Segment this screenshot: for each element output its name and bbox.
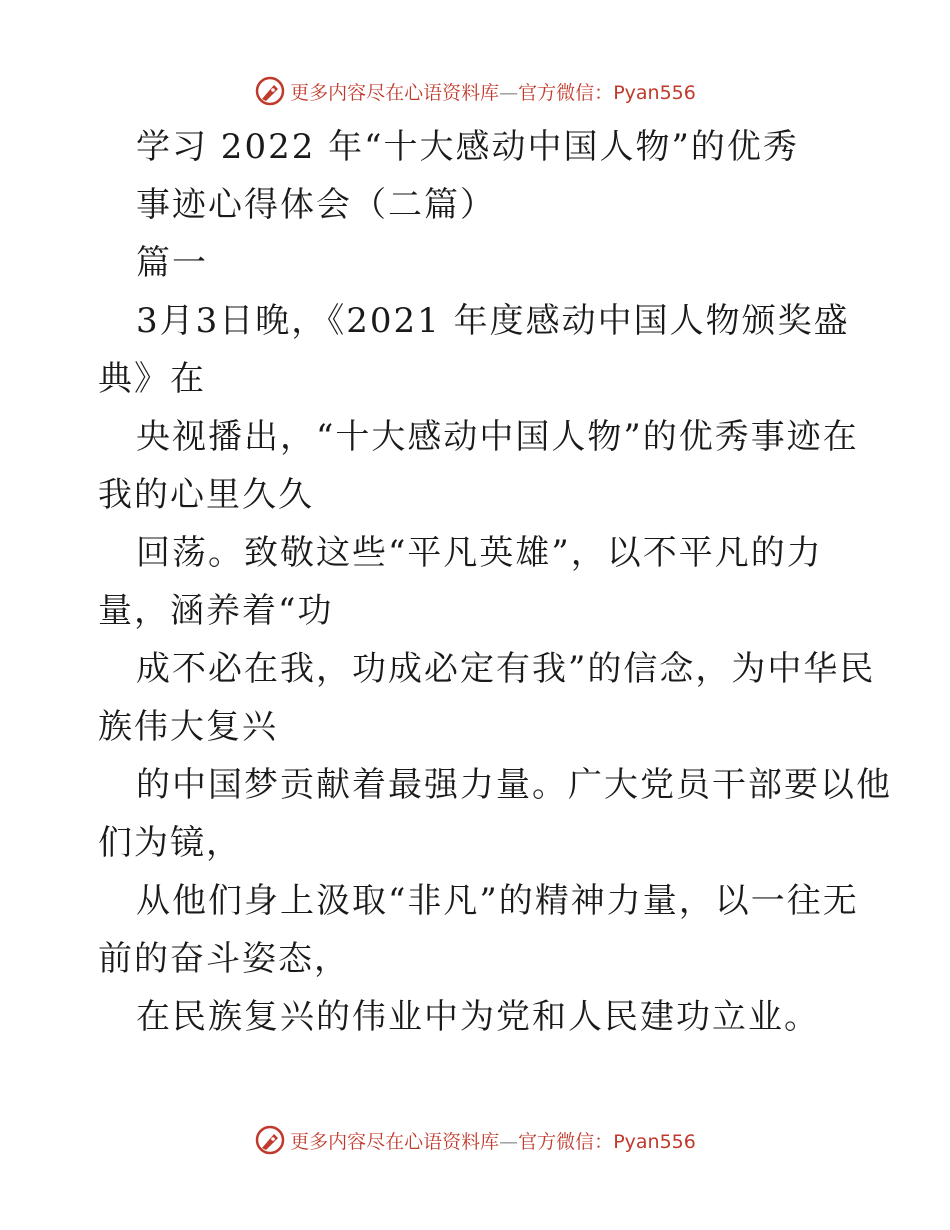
body-line: 从他们身上汲取“非凡”的精神力量，以一往无 <box>136 881 859 921</box>
body-line: 3月3日晚，《2021 年度感动中国人物颁奖盛 <box>136 301 850 341</box>
document-body <box>0 118 950 1046</box>
header-watermark <box>0 71 950 111</box>
body-line: 族伟大复兴 <box>98 707 278 747</box>
document-title-line-2: 事迹心得体会（二篇） <box>136 185 496 225</box>
body-line: 回荡。致敬这些“平凡英雄”，以不平凡的力 <box>136 533 823 573</box>
body-line: 的中国梦贡献着最强力量。广大党员干部要以他 <box>136 765 892 805</box>
watermark-text <box>290 78 696 105</box>
body-line: 们为镜， <box>98 823 242 863</box>
body-line: 前的奋斗姿态， <box>98 939 350 979</box>
watermark-wechat-label: 官方微信： <box>518 81 614 104</box>
watermark-text <box>290 1127 696 1154</box>
watermark-separator: — <box>499 1130 519 1153</box>
document-title-line-1: 学习 2022 年“十大感动中国人物”的优秀 <box>136 127 799 167</box>
watermark-separator: — <box>499 81 519 104</box>
body-line: 典》在 <box>98 359 206 399</box>
watermark-site-text: 更多内容尽在心语资料库 <box>290 81 500 104</box>
section-heading: 篇一 <box>136 243 208 283</box>
body-line: 我的心里久久 <box>98 475 314 515</box>
watermark-wechat-label: 官方微信： <box>518 1130 614 1153</box>
body-line: 成不必在我，功成必定有我”的信念，为中华民 <box>136 649 876 689</box>
body-line: 央视播出，“十大感动中国人物”的优秀事迹在 <box>136 417 859 457</box>
footer-watermark <box>0 1120 950 1160</box>
watermark-wechat-id: Pyan556 <box>613 1130 696 1153</box>
pen-nib-logo-icon <box>254 75 286 107</box>
watermark-site-text: 更多内容尽在心语资料库 <box>290 1130 500 1153</box>
body-paragraph <box>0 292 950 1046</box>
watermark-wechat-id: Pyan556 <box>613 81 696 104</box>
pen-nib-logo-icon <box>254 1124 286 1156</box>
body-line: 在民族复兴的伟业中为党和人民建功立业。 <box>136 997 820 1037</box>
body-line: 量，涵养着“功 <box>98 591 334 631</box>
